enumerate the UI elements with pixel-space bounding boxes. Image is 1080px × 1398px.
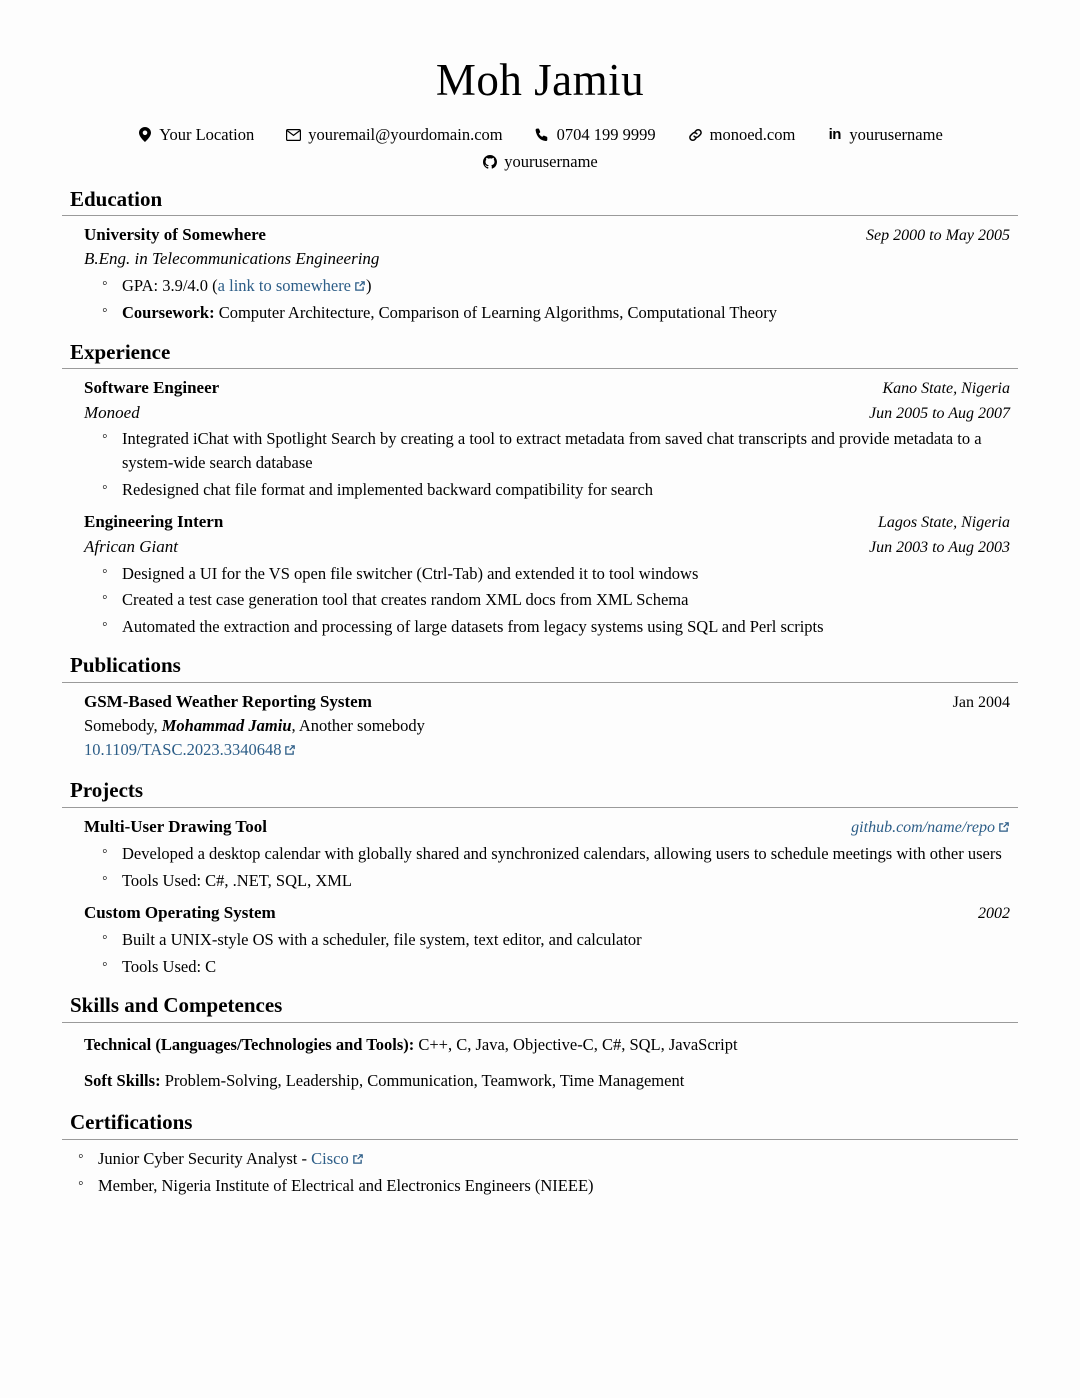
certification-text: Junior Cyber Security Analyst - (98, 1148, 312, 1168)
education-coursework-label: Coursework: (122, 303, 215, 323)
education-degree: B.Eng. in Telecommunications Engineering (84, 249, 380, 269)
github-icon (482, 154, 497, 169)
project-entry (62, 901, 1018, 978)
contact-location (137, 125, 254, 145)
publication-doi-row (62, 738, 1018, 763)
publication-entry (62, 690, 1018, 764)
contact-email[interactable] (286, 125, 502, 145)
publication-date: Jan 2004 (952, 693, 1010, 711)
experience-entry-header (62, 510, 1018, 535)
contact-linkedin-text: yourusername (849, 124, 943, 144)
experience-location: Kano State, Nigeria (882, 380, 1010, 398)
education-gpa-suffix: ) (366, 275, 372, 295)
education-coursework-text: Computer Architecture, Comparison of Learning Algorithms, Computational Theory (214, 303, 778, 323)
education-gpa-link[interactable] (218, 276, 366, 295)
section-divider (62, 1022, 1018, 1023)
contact-row-primary (62, 125, 1018, 145)
experience-bullets (62, 562, 1018, 639)
experience-position: Software Engineer (84, 378, 220, 398)
experience-position: Engineering Intern (84, 512, 224, 532)
external-link-icon (998, 818, 1010, 841)
list-item (100, 274, 1010, 299)
contact-linkedin[interactable] (827, 125, 942, 145)
project-entry-header (62, 901, 1018, 926)
external-link-icon (354, 275, 366, 299)
list-item: ◦ Tools Used: C (100, 955, 1010, 979)
publication-doi-link[interactable] (84, 740, 296, 759)
project-entry-header (62, 815, 1018, 841)
education-institution: University of Somewhere (84, 224, 266, 244)
publication-entry-header (62, 690, 1018, 715)
certification-list (62, 1147, 1018, 1198)
skill-row-soft (62, 1066, 1018, 1096)
contact-row-secondary (62, 152, 1018, 172)
contact-website[interactable] (688, 125, 796, 145)
page-title: Moh Jamiu (435, 55, 645, 105)
publication-title: GSM-Based Weather Reporting System (84, 691, 372, 711)
education-gpa-link-text: a link to somewhere (217, 275, 352, 295)
contact-phone[interactable] (535, 125, 656, 145)
skill-label: Technical (Languages/Technologies and Tools): (84, 1034, 415, 1054)
experience-company-row (62, 401, 1018, 426)
publication-author-highlighted: Mohammad Jamiu (161, 716, 292, 736)
list-item: ◦ Built a UNIX-style OS with a scheduler, file system, text editor, and calculator (100, 928, 1010, 952)
list-item: ◦ Integrated iChat with Spotlight Search by creating a tool to extract metadata from saved chat transcripts and provide metadata to a system-wide search database (100, 427, 1010, 474)
project-name: Multi-User Drawing Tool (84, 816, 267, 836)
project-repo-link[interactable] (851, 819, 1010, 836)
certification-provider-link[interactable] (311, 1149, 364, 1168)
experience-location: Lagos State, Nigeria (877, 514, 1010, 532)
experience-entry-header (62, 376, 1018, 401)
linkedin-icon: in (828, 126, 841, 143)
skill-value: Problem-Solving, Leadership, Communication, Teamwork, Time Management (160, 1070, 685, 1090)
list-item: ◦ Redesigned chat file format and implemented backward compatibility for search (100, 478, 1010, 502)
section-divider (62, 215, 1018, 216)
phone-icon (535, 127, 550, 142)
location-pin-icon (137, 127, 152, 142)
education-entry-header (62, 223, 1018, 248)
skill-value: C++, C, Java, Objective-C, C#, SQL, JavaScript (414, 1034, 738, 1054)
list-item: ◦ Tools Used: C#, .NET, SQL, XML (100, 869, 1010, 893)
project-name: Custom Operating System (84, 903, 276, 923)
education-bullets (62, 274, 1018, 325)
list-item (76, 1147, 1010, 1172)
list-item (100, 301, 1010, 325)
section-divider (62, 682, 1018, 683)
publication-doi-text: 10.1109/TASC.2023.3340648 (84, 740, 282, 760)
experience-dates: Jun 2003 to Aug 2003 (868, 538, 1010, 556)
experience-entry (62, 510, 1018, 638)
section-divider (62, 1139, 1018, 1140)
section-heading-education: Education (70, 186, 163, 211)
project-date: 2002 (978, 905, 1010, 923)
education-entry (62, 223, 1018, 325)
experience-entry (62, 376, 1018, 501)
list-item: ◦ Member, Nigeria Institute of Electrical and Electronics Engineers (NIEEE) (76, 1174, 1010, 1198)
list-item: ◦ Created a test case generation tool that creates random XML docs from XML Schema (100, 588, 1010, 612)
project-entry (62, 815, 1018, 893)
contact-website-text: monoed.com (709, 124, 796, 144)
external-link-icon (352, 1148, 364, 1172)
project-bullets (62, 842, 1018, 892)
section-heading-experience: Experience (70, 339, 171, 364)
section-skills (62, 992, 1018, 1095)
publication-authors-before: Somebody, (84, 716, 162, 736)
section-heading-projects: Projects (70, 778, 144, 803)
contact-location-text: Your Location (159, 124, 255, 144)
education-degree-row (62, 247, 1018, 271)
list-item: ◦ Designed a UI for the VS open file switcher (Ctrl-Tab) and extended it to tool windows (100, 562, 1010, 586)
section-divider (62, 807, 1018, 808)
link-icon (688, 127, 703, 142)
experience-dates: Jun 2005 to Aug 2007 (868, 404, 1010, 422)
certification-provider-text: Cisco (311, 1148, 349, 1168)
experience-bullets (62, 427, 1018, 501)
contact-email-text: youremail@yourdomain.com (308, 124, 503, 144)
section-projects (62, 777, 1018, 978)
section-certifications (62, 1109, 1018, 1197)
project-repo-link-wrapper (833, 817, 1010, 841)
section-heading-publications: Publications (70, 653, 181, 678)
experience-company: African Giant (84, 536, 178, 556)
skill-label: Soft Skills: (84, 1070, 161, 1090)
section-publications (62, 652, 1018, 763)
envelope-icon (286, 127, 301, 142)
skill-row-technical (62, 1030, 1018, 1060)
contact-phone-text: 0704 199 9999 (556, 124, 656, 144)
contact-github-text: yourusername (504, 151, 598, 171)
experience-company: Monoed (84, 402, 140, 422)
list-item: ◦ Developed a desktop calendar with globally shared and synchronized calendars, allowing users to schedule meetings with other users (100, 842, 1010, 866)
project-repo-link-text: github.com/name/repo (851, 818, 995, 836)
section-heading-skills: Skills and Competences (70, 993, 283, 1018)
section-education (62, 186, 1018, 325)
section-heading-certifications: Certifications (70, 1110, 193, 1135)
section-experience (62, 339, 1018, 639)
experience-company-row (62, 535, 1018, 560)
education-dates: Sep 2000 to May 2005 (866, 226, 1010, 244)
publication-authors-after: , Another somebody (291, 716, 425, 736)
project-bullets (62, 928, 1018, 978)
contact-github[interactable] (482, 152, 597, 172)
education-gpa-prefix: GPA: 3.9/4.0 ( (122, 275, 218, 295)
publication-authors (62, 714, 1018, 738)
external-link-icon (284, 739, 296, 763)
section-divider (62, 368, 1018, 369)
list-item: ◦ Automated the extraction and processing of large datasets from legacy systems using SQL and Perl scripts (100, 615, 1010, 639)
